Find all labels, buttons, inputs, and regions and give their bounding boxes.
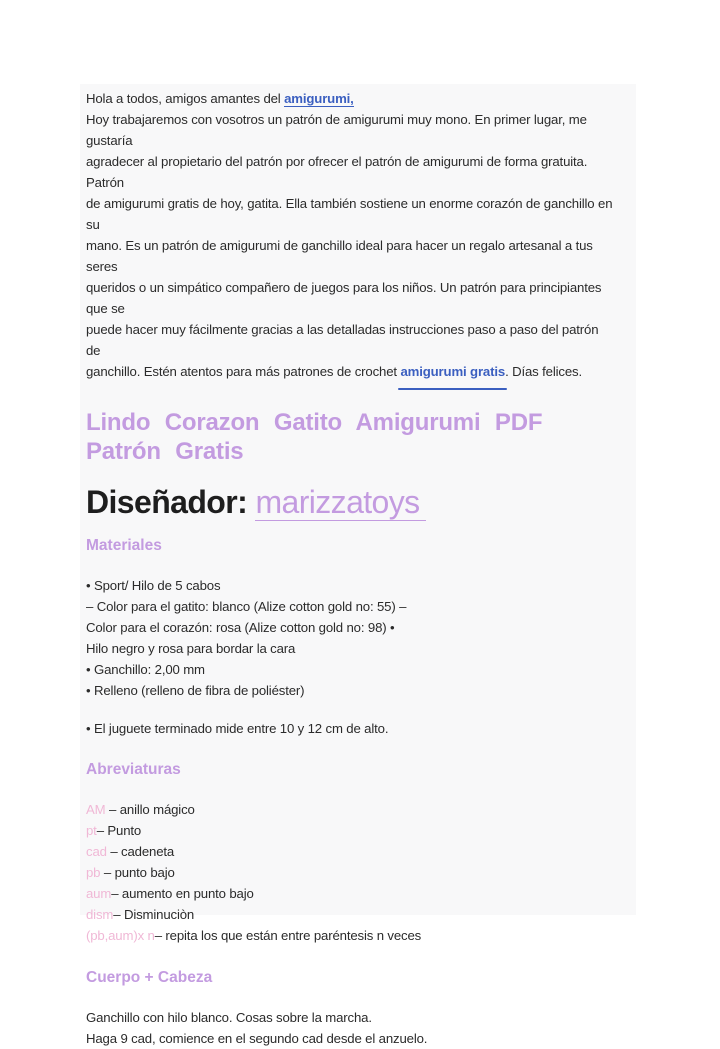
abbreviation-desc: – punto bajo [100,865,175,880]
abbreviation-key: aum [86,886,112,901]
greeting-text: Hola a todos, amigos amantes del [86,91,285,106]
materials-heading: Materiales [86,537,162,554]
intro-paragraph [86,88,616,382]
amigurumi-link[interactable]: amigurumi, [284,91,354,106]
intro-line: queridos o un simpático compañero de juegos para los niños. Un patrón para principiantes que se [86,280,602,316]
intro-line: mano. Es un patrón de amigurumi de ganchillo ideal para hacer un regalo artesanal a tus seres [86,238,593,274]
abbreviations-list [86,799,616,946]
instruction-line: Haga 9 cad, comience en el segundo cad desde el anzuelo. [86,1031,428,1046]
abbreviation-item [86,862,616,883]
abbreviation-key: AM [86,802,106,817]
materials-item: • Ganchillo: 2,00 mm [86,662,205,677]
materials-item: • Sport/ Hilo de 5 cabos [86,578,221,593]
abbreviation-item [86,925,616,946]
designer-label: Diseñador: [86,484,248,520]
abbreviation-desc: – repita los que están entre paréntesis n veces [154,928,422,943]
intro-line: agradecer al propietario del patrón por ofrecer el patrón de amigurumi de forma gratuita. Patrón [86,154,588,190]
abbreviation-key: dism [86,907,114,922]
page-title: Lindo Corazon Gatito Amigurumi PDF Patrón Gratis [86,409,543,465]
abbreviation-desc: – cadeneta [106,844,175,859]
abbreviation-item [86,883,616,904]
abbreviation-key: pb [86,865,101,880]
abbreviation-item [86,820,616,841]
abbreviation-key: pt [86,823,97,838]
abbreviation-item [86,799,616,820]
materials-item: – Color para el gatito: blanco (Alize cotton gold no: 55) – [86,599,407,614]
instruction-line: Ganchillo con hilo blanco. Cosas sobre la marcha. [86,1010,372,1025]
intro-line: Hoy trabajaremos con vosotros un patrón de amigurumi muy mono. En primer lugar, me gustaría [86,112,587,148]
abbreviations-heading: Abreviaturas [86,761,181,778]
intro-line: puede hacer muy fácilmente gracias a las detalladas instrucciones paso a paso del patrón de [86,322,599,358]
abbreviation-desc: – Disminuciòn [113,907,195,922]
abbreviation-desc: – Punto [96,823,142,838]
article-content [86,88,616,1049]
abbreviation-desc: – aumento en punto bajo [111,886,254,901]
intro-last-line [86,361,616,382]
materials-item: Color para el corazón: rosa (Alize cotton gold no: 98) • [86,620,395,635]
materials-item: Hilo negro y rosa para bordar la cara [86,641,296,656]
intro-text: . Días felices. [505,364,582,379]
intro-line: de amigurumi gratis de hoy, gatita. Ella también sostiene un enorme corazón de ganchillo en su [86,196,613,232]
intro-text: ganchillo. Estén atentos para más patrones de crochet [86,364,401,379]
abbreviation-item [86,904,616,925]
designer-line [86,482,616,522]
materials-list [86,575,616,739]
body-section-text [86,1007,616,1049]
materials-note: • El juguete terminado mide entre 10 y 12 cm de alto. [86,721,389,736]
amigurumi-gratis-link[interactable]: amigurumi gratis [400,361,505,382]
abbreviation-item [86,841,616,862]
abbreviation-desc: – anillo mágico [105,802,195,817]
body-section-heading: Cuerpo + Cabeza [86,969,213,986]
abbreviation-key: cad [86,844,107,859]
materials-item: • Relleno (relleno de fibra de poliéster) [86,683,305,698]
greeting-line [86,88,616,109]
abbreviation-key: (pb,aum)x n [86,928,155,943]
designer-link[interactable]: marizzatoys [255,484,425,521]
